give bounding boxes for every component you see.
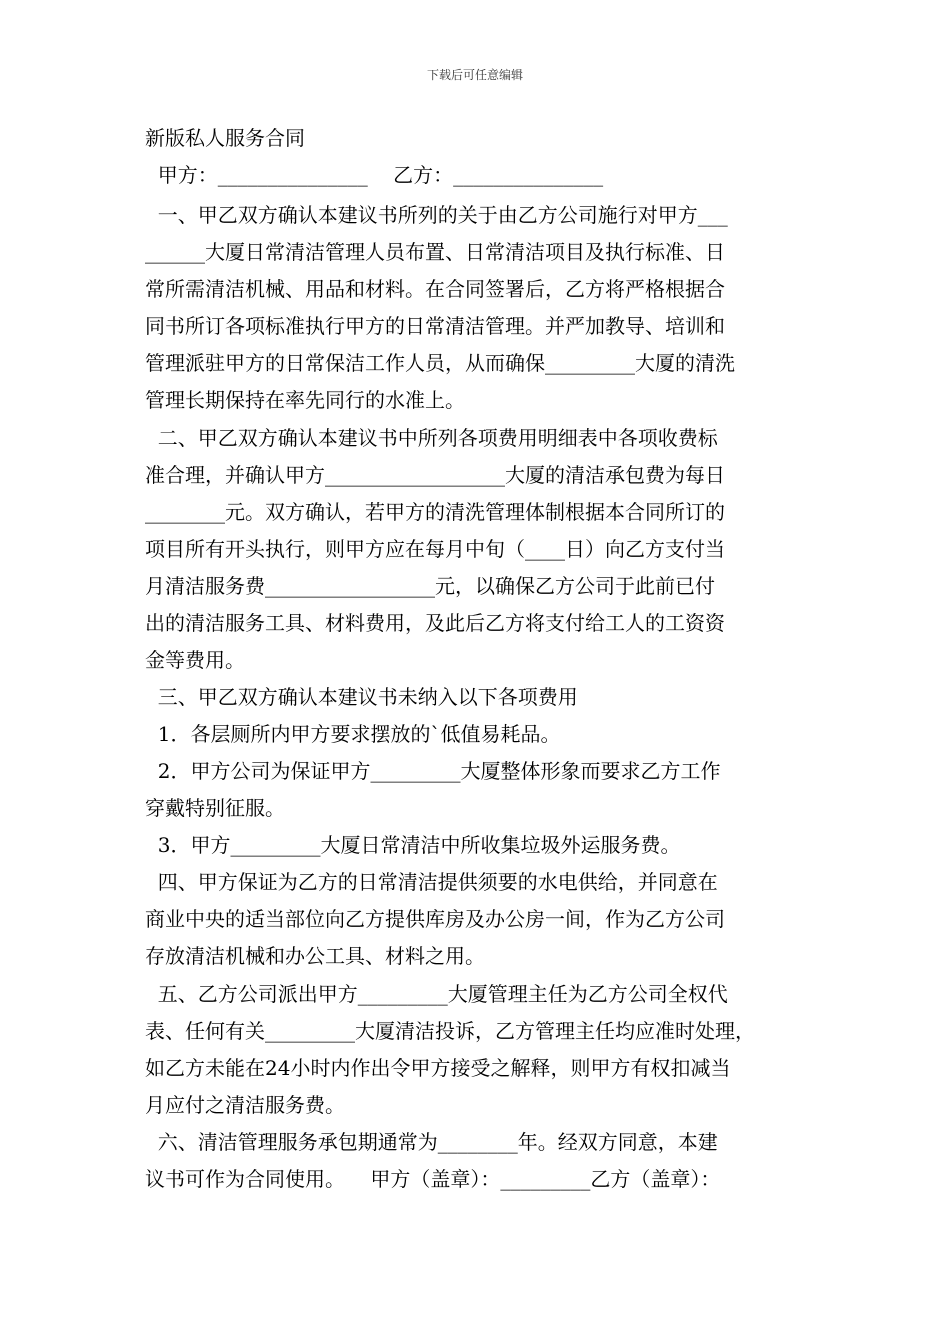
party-line: 甲方：_______________ 乙方：_______________	[145, 163, 604, 187]
page-header: 下载后可任意编辑	[426, 68, 523, 82]
paragraph-line: 准合理，并确认甲方__________________大厦的清洁承包费为每日	[145, 463, 725, 487]
list-item: 1．各层厕所内甲方要求摆放的`低值易耗品。	[145, 722, 561, 746]
paragraph-line: 四、甲方保证为乙方的日常清洁提供须要的水电供给，并同意在	[145, 870, 718, 894]
list-item: 2．甲方公司为保证甲方_________大厦整体形象而要求乙方工作	[145, 759, 721, 783]
list-item: 3．甲方_________大厦日常清洁中所收集垃圾外运服务费。	[145, 833, 681, 857]
paragraph-line: 三、甲乙双方确认本建议书未纳入以下各项费用	[145, 685, 578, 709]
paragraph-line: 六、清洁管理服务承包期通常为________年。经双方同意，本建	[145, 1130, 718, 1154]
paragraph-line: 商业中央的适当部位向乙方提供库房及办公房一间，作为乙方公司	[145, 907, 725, 931]
paragraph-line: ________元。双方确认，若甲方的清洗管理体制根据本合同所订的	[145, 500, 725, 524]
paragraph-line: 常所需清洁机械、用品和材料。在合同签署后，乙方将严格根据合	[145, 277, 725, 301]
paragraph-line: 月应付之清洁服务费。	[145, 1093, 345, 1117]
document-title: 新版私人服务合同	[145, 126, 305, 150]
paragraph-line: 如乙方未能在24小时内作出令甲方接受之解释，则甲方有权扣减当	[145, 1056, 731, 1080]
paragraph-line: 二、甲乙双方确认本建议书中所列各项费用明细表中各项收费标	[145, 426, 718, 450]
paragraph-line: 月清洁服务费_________________元，以确保乙方公司于此前已付	[145, 574, 715, 598]
paragraph-line: ______大厦日常清洁管理人员布置、日常清洁项目及执行标准、日	[145, 240, 725, 264]
paragraph-line: 同书所订各项标准执行甲方的日常清洁管理。并严加教导、培训和	[145, 314, 725, 338]
paragraph-line: 管理长期保持在率先同行的水准上。	[145, 388, 465, 412]
paragraph-line: 项目所有开头执行，则甲方应在每月中旬（____日）向乙方支付当	[145, 537, 725, 561]
paragraph-line: 金等费用。	[145, 648, 245, 672]
signature-line: 议书可作为合同使用。 甲方（盖章）：_________乙方（盖章）：	[145, 1167, 721, 1191]
list-item: 穿戴特别征服。	[145, 796, 285, 820]
paragraph-line: 一、甲乙双方确认本建议书所列的关于由乙方公司施行对甲方___	[145, 203, 728, 227]
paragraph-line: 出的清洁服务工具、材料费用，及此后乙方将支付给工人的工资资	[145, 611, 725, 635]
paragraph-line: 表、任何有关_________大厦清洁投诉，乙方管理主任均应准时处理，	[145, 1019, 755, 1043]
paragraph-line: 五、乙方公司派出甲方_________大厦管理主任为乙方公司全权代	[145, 982, 728, 1006]
paragraph-line: 存放清洁机械和办公工具、材料之用。	[145, 944, 485, 968]
paragraph-line: 管理派驻甲方的日常保洁工作人员，从而确保_________大厦的清洗	[145, 351, 735, 375]
